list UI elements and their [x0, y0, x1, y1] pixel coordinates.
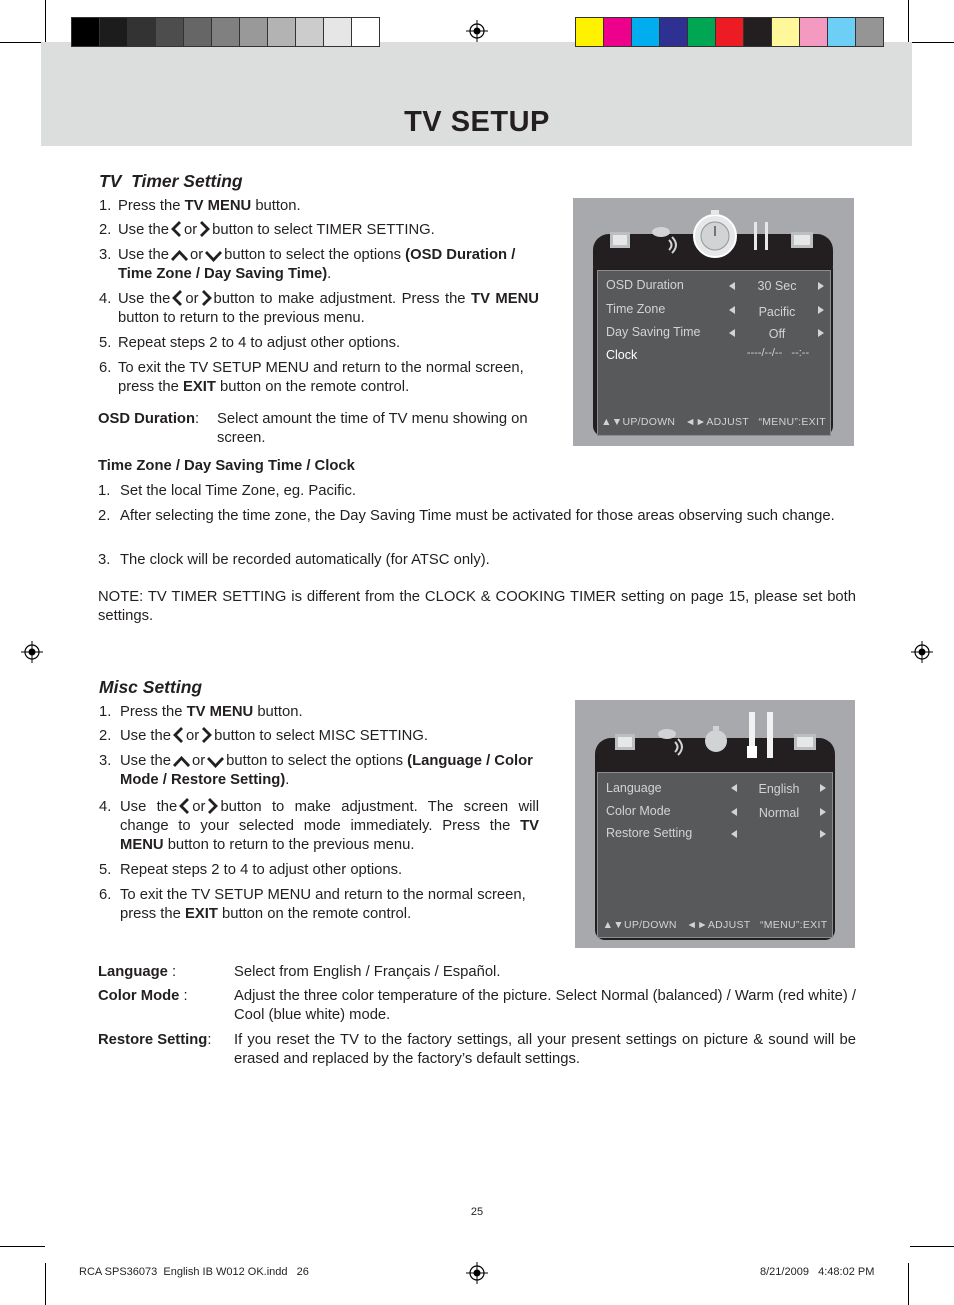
step-number: 6. — [99, 360, 112, 376]
setup-menu-icon — [743, 710, 783, 762]
color-swatch — [212, 18, 240, 46]
step-text — [118, 290, 539, 328]
step-text-part: Use the — [120, 728, 171, 744]
term-sep: : — [179, 988, 188, 1004]
step-text — [120, 703, 539, 722]
step-text-part: EXIT — [184, 906, 218, 922]
step-text-part: (Language / Color Mode / Restore Setting) — [120, 753, 533, 788]
step-text-part: . — [285, 772, 290, 788]
arrow-left-icon[interactable] — [729, 329, 735, 337]
color-swatch — [100, 18, 128, 46]
page-number: 25 — [470, 1206, 484, 1218]
color-swatch — [268, 18, 296, 46]
timezone-heading: Time Zone / Day Saving Time / Clock — [98, 458, 355, 474]
step-text — [118, 359, 539, 397]
term-label: Language — [98, 964, 168, 980]
osd-row-label[interactable]: Language — [606, 781, 662, 795]
sound-menu-icon — [649, 222, 681, 254]
step-text-part: button to select the options — [226, 753, 408, 769]
section-heading-timer: TV Timer Setting — [99, 171, 243, 191]
step-text-part: (OSD Duration / Time Zone / Day Saving Time) — [118, 247, 516, 282]
step-number: 1. — [99, 704, 112, 720]
step-number: 2. — [99, 222, 112, 238]
tv-misc-screen — [575, 700, 855, 948]
step-number: 4. — [99, 799, 112, 815]
step-text-part: button to select the options — [224, 247, 406, 263]
chevron-left-icon — [172, 290, 183, 306]
color-swatch — [296, 18, 324, 46]
item-number: 3. — [98, 552, 111, 568]
crop-mark — [0, 1246, 45, 1247]
color-swatch — [660, 18, 688, 46]
osd-row-label[interactable]: OSD Duration — [606, 278, 684, 292]
color-swatch — [828, 18, 856, 46]
step-text-part: TV MENU — [186, 704, 254, 720]
step-text-part: or — [185, 291, 199, 307]
color-swatch — [156, 18, 184, 46]
chevron-up-icon — [173, 756, 190, 768]
crop-mark — [45, 1263, 46, 1305]
arrow-left-icon[interactable] — [729, 282, 735, 290]
step-text-part: button to make adjustment. Press the — [213, 291, 472, 307]
step-text-part: Repeat steps 2 to 4 to adjust other options. — [120, 862, 403, 878]
color-swatch — [744, 18, 772, 46]
crop-mark — [908, 1263, 909, 1305]
osd-menu-box — [597, 772, 833, 938]
step-text — [120, 861, 539, 880]
osd-row-value: Pacific — [758, 305, 796, 319]
osd-row-value: 30 Sec — [757, 279, 797, 293]
step-text-part: button to make adjustment. The screen will change to your selected mode immediately. Press the — [120, 799, 540, 834]
osd-row-value: Off — [768, 327, 786, 341]
step-text — [118, 334, 539, 353]
color-swatch — [772, 18, 800, 46]
crop-mark — [910, 42, 954, 43]
term-label: Color Mode — [98, 988, 180, 1004]
color-swatch — [632, 18, 660, 46]
slug-date: 8/21/2009 4:48:02 PM — [760, 1266, 875, 1278]
step-text-part: button to return to the previous menu. — [163, 837, 415, 853]
arrow-right-icon[interactable] — [820, 784, 826, 792]
lock-menu-icon — [788, 228, 818, 252]
step-text-part: or — [192, 753, 206, 769]
arrow-right-icon[interactable] — [818, 306, 824, 314]
step-text-part: Use the — [120, 753, 171, 769]
crop-mark — [910, 1246, 954, 1247]
registration-mark-icon — [466, 20, 488, 42]
osd-menu-box — [597, 270, 831, 436]
step-text-part: button on the remote control. — [215, 379, 410, 395]
definition-desc: Select from English / Français / Español. — [234, 964, 501, 980]
chevron-right-icon — [199, 221, 210, 237]
chevron-left-icon — [179, 798, 190, 814]
definition-term — [98, 1031, 211, 1050]
grayscale-bar — [71, 17, 380, 47]
color-swatch — [128, 18, 156, 46]
color-swatch — [688, 18, 716, 46]
definition-term — [98, 963, 176, 982]
color-swatch — [72, 18, 100, 46]
step-text-part: button to return to the previous menu. — [118, 310, 365, 326]
chevron-right-icon — [201, 290, 212, 306]
osd-duration-label — [98, 410, 199, 429]
crop-mark — [908, 0, 909, 42]
term-sep: : — [207, 1032, 212, 1048]
osd-row-label[interactable]: Restore Setting — [606, 826, 693, 840]
page-title: TV SETUP — [404, 106, 550, 138]
arrow-left-icon[interactable] — [729, 306, 735, 314]
step-text-part: To exit the TV SETUP MENU and return to the normal screen, press the — [118, 360, 524, 395]
osd-duration-desc: Select amount the time of TV menu showing on screen. — [217, 411, 528, 446]
step-text-part: button. — [251, 198, 301, 214]
chevron-right-icon — [207, 798, 218, 814]
step-text-part: Press the — [118, 198, 185, 214]
step-text — [120, 798, 539, 855]
step-text-part: Use the — [118, 247, 169, 263]
color-swatch — [240, 18, 268, 46]
arrow-left-icon[interactable] — [731, 784, 737, 792]
step-text-part: button to select MISC SETTING. — [214, 728, 428, 744]
step-text-part: or — [192, 799, 206, 815]
item-text: Set the local Time Zone, eg. Pacific. — [120, 483, 357, 499]
step-text — [118, 221, 539, 240]
step-text — [120, 752, 539, 790]
osd-row-label[interactable]: Day Saving Time — [606, 325, 701, 339]
osd-footer: ▲▼UP/DOWN ◄►ADJUST “MENU”:EXIT — [602, 919, 828, 931]
definition-desc: If you reset the TV to the factory settings, all your present settings on picture & sound will be erased and replaced by the factory’s default settings. — [234, 1032, 856, 1067]
timer-menu-icon — [691, 208, 739, 260]
step-text-part: EXIT — [182, 379, 216, 395]
step-text-part: or — [190, 247, 204, 263]
step-text-part: Use the — [120, 799, 178, 815]
arrow-left-icon[interactable] — [731, 830, 737, 838]
step-text-part: To exit the TV SETUP MENU and return to the normal screen, press the — [120, 887, 526, 922]
chevron-down-icon — [205, 250, 222, 262]
step-number: 4. — [99, 291, 112, 307]
definition-desc: Adjust the three color temperature of the picture. Select Normal (balanced) / Warm (red white) / Cool (blue white) mode. — [234, 988, 857, 1023]
timer-menu-icon — [701, 724, 731, 754]
crop-mark — [45, 0, 46, 42]
osd-row-value: Normal — [758, 806, 800, 820]
picture-menu-icon — [611, 728, 641, 754]
step-number: 1. — [99, 198, 112, 214]
item-text: After selecting the time zone, the Day Saving Time must be activated for those areas observing such change. — [120, 508, 835, 524]
slug-file: RCA SPS36073 English IB W012 OK.indd 26 — [79, 1266, 309, 1278]
osd-row-label[interactable]: Clock — [606, 348, 638, 362]
step-text-part: button on the remote control. — [217, 906, 412, 922]
arrow-right-icon[interactable] — [818, 282, 824, 290]
term-sep: : — [167, 964, 177, 980]
arrow-right-icon[interactable] — [820, 830, 826, 838]
step-number: 5. — [99, 862, 112, 878]
timer-note: NOTE: TV TIMER SETTING is different from the CLOCK & COOKING TIMER setting on page 15, please set both settings. — [98, 589, 856, 624]
step-text-part: or — [186, 728, 200, 744]
step-text-part: TV MENU — [184, 198, 252, 214]
registration-mark-icon — [911, 641, 933, 663]
chevron-right-icon — [201, 727, 212, 743]
osd-duration-term: OSD Duration — [98, 411, 196, 427]
chevron-left-icon — [171, 221, 182, 237]
setup-menu-icon — [751, 220, 773, 252]
arrow-right-icon[interactable] — [818, 329, 824, 337]
picture-menu-icon — [606, 226, 636, 252]
step-text-part: . — [327, 266, 332, 282]
step-text-part: button. — [253, 704, 303, 720]
color-bar — [575, 17, 884, 47]
osd-row-label[interactable]: Color Mode — [606, 804, 671, 818]
arrow-right-icon[interactable] — [820, 808, 826, 816]
color-swatch — [604, 18, 632, 46]
lock-menu-icon — [791, 730, 821, 754]
step-text — [118, 197, 539, 216]
chevron-up-icon — [171, 250, 188, 262]
definition-term — [98, 987, 188, 1006]
color-swatch — [716, 18, 744, 46]
step-text — [118, 246, 539, 284]
step-text-part: Use the — [118, 222, 169, 238]
osd-row-value: ----/--/-- --:-- — [746, 347, 810, 359]
tv-timer-screen — [573, 198, 854, 446]
registration-mark-icon — [21, 641, 43, 663]
step-number: 3. — [99, 753, 112, 769]
step-number: 2. — [99, 728, 112, 744]
step-text — [120, 727, 539, 746]
color-swatch — [576, 18, 604, 46]
step-text-part: TV MENU — [471, 291, 539, 307]
registration-mark-icon — [466, 1262, 488, 1284]
crop-mark — [0, 42, 45, 43]
step-text — [120, 886, 539, 924]
osd-row-value: English — [758, 782, 800, 796]
step-text-part: Use the — [118, 291, 171, 307]
osd-duration-colon: : — [195, 411, 200, 427]
item-number: 2. — [98, 508, 111, 524]
step-number: 6. — [99, 887, 112, 903]
step-text-part: button to select TIMER SETTING. — [212, 222, 435, 238]
osd-footer: ▲▼UP/DOWN ◄►ADJUST “MENU”:EXIT — [601, 416, 826, 428]
step-text-part: Press the — [120, 704, 187, 720]
item-number: 1. — [98, 483, 111, 499]
chevron-down-icon — [207, 756, 224, 768]
term-label: Restore Setting — [98, 1032, 208, 1048]
section-heading-misc: Misc Setting — [99, 677, 203, 697]
arrow-left-icon[interactable] — [731, 808, 737, 816]
sound-menu-icon — [655, 724, 687, 756]
item-text: The clock will be recorded automatically (for ATSC only). — [120, 552, 490, 568]
step-number: 5. — [99, 335, 112, 351]
color-swatch — [324, 18, 352, 46]
color-swatch — [184, 18, 212, 46]
osd-row-label[interactable]: Time Zone — [606, 302, 666, 316]
color-swatch — [800, 18, 828, 46]
step-text-part: Repeat steps 2 to 4 to adjust other options. — [118, 335, 401, 351]
step-text-part: or — [184, 222, 198, 238]
chevron-left-icon — [173, 727, 184, 743]
step-number: 3. — [99, 247, 112, 263]
color-swatch — [352, 18, 379, 46]
color-swatch — [856, 18, 883, 46]
step-text-part: TV MENU — [120, 818, 539, 853]
